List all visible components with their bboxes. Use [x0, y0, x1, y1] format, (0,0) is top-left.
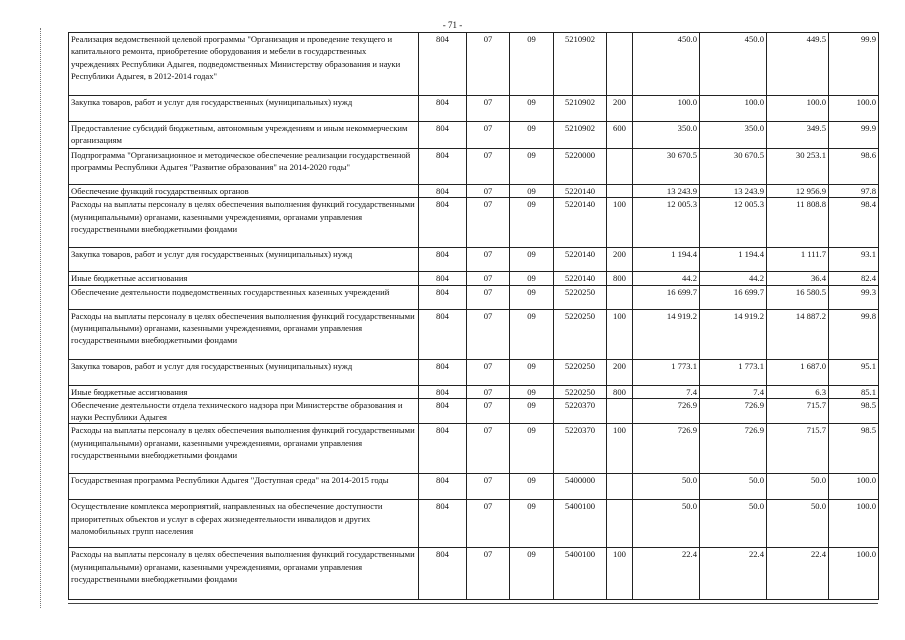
row-subsection-code: 09 [510, 500, 554, 548]
row-target-article-code: 5220370 [554, 398, 607, 424]
row-subsection-code: 09 [510, 309, 554, 359]
row-execution-percent: 95.1 [829, 359, 879, 385]
table-row [69, 385, 879, 398]
row-planned-amount: 12 005.3 [633, 198, 700, 248]
row-execution-percent: 85.1 [829, 385, 879, 398]
row-section-code: 07 [467, 248, 510, 272]
row-ministry-code: 804 [419, 33, 467, 96]
row-expense-type-code [607, 149, 633, 185]
row-section-code: 07 [467, 359, 510, 385]
row-executed-amount: 30 253.1 [767, 149, 829, 185]
row-executed-amount: 50.0 [767, 474, 829, 500]
row-execution-percent: 98.5 [829, 424, 879, 474]
row-target-article-code: 5210902 [554, 33, 607, 96]
row-expense-type-code: 600 [607, 122, 633, 149]
row-planned-amount: 14 919.2 [633, 309, 700, 359]
row-approved-amount: 50.0 [700, 500, 767, 548]
row-approved-amount: 450.0 [700, 33, 767, 96]
row-ministry-code: 804 [419, 285, 467, 309]
row-description: Подпрограмма "Организационное и методическое обеспечение реализации государственной программы Республики Адыгея "Развитие образования" на 2014-2020 годы" [69, 149, 419, 185]
row-ministry-code: 804 [419, 359, 467, 385]
row-subsection-code: 09 [510, 272, 554, 285]
row-section-code: 07 [467, 33, 510, 96]
row-executed-amount: 1 111.7 [767, 248, 829, 272]
row-target-article-code: 5220140 [554, 198, 607, 248]
row-expense-type-code [607, 398, 633, 424]
table-row [69, 398, 879, 424]
row-expense-type-code: 100 [607, 309, 633, 359]
row-execution-percent: 82.4 [829, 272, 879, 285]
row-description: Закупка товаров, работ и услуг для государственных (муниципальных) нужд [69, 359, 419, 385]
row-expense-type-code: 800 [607, 272, 633, 285]
row-approved-amount: 12 005.3 [700, 198, 767, 248]
row-section-code: 07 [467, 548, 510, 600]
table-row [69, 33, 879, 96]
row-target-article-code: 5220370 [554, 424, 607, 474]
row-subsection-code: 09 [510, 424, 554, 474]
row-subsection-code: 09 [510, 548, 554, 600]
row-planned-amount: 50.0 [633, 474, 700, 500]
row-execution-percent: 98.5 [829, 398, 879, 424]
row-planned-amount: 50.0 [633, 500, 700, 548]
row-section-code: 07 [467, 149, 510, 185]
row-executed-amount: 449.5 [767, 33, 829, 96]
row-description: Обеспечение деятельности подведомственных государственных казенных учреждений [69, 285, 419, 309]
row-ministry-code: 804 [419, 309, 467, 359]
table-row [69, 272, 879, 285]
row-description: Закупка товаров, работ и услуг для государственных (муниципальных) нужд [69, 96, 419, 122]
row-executed-amount: 6.3 [767, 385, 829, 398]
row-execution-percent: 100.0 [829, 96, 879, 122]
row-planned-amount: 16 699.7 [633, 285, 700, 309]
table-row [69, 285, 879, 309]
table-row [69, 500, 879, 548]
row-approved-amount: 14 919.2 [700, 309, 767, 359]
row-executed-amount: 349.5 [767, 122, 829, 149]
row-executed-amount: 12 956.9 [767, 185, 829, 198]
row-section-code: 07 [467, 474, 510, 500]
row-section-code: 07 [467, 122, 510, 149]
row-description: Расходы на выплаты персоналу в целях обеспечения выполнения функций государственными (муниципальными) органами, казенными учреждениями, органами управления государственными внебюджетными фондами [69, 309, 419, 359]
row-expense-type-code [607, 474, 633, 500]
row-executed-amount: 11 808.8 [767, 198, 829, 248]
row-expense-type-code: 100 [607, 424, 633, 474]
row-planned-amount: 44.2 [633, 272, 700, 285]
row-planned-amount: 22.4 [633, 548, 700, 600]
row-section-code: 07 [467, 96, 510, 122]
row-ministry-code: 804 [419, 548, 467, 600]
row-description: Иные бюджетные ассигнования [69, 385, 419, 398]
row-planned-amount: 30 670.5 [633, 149, 700, 185]
row-ministry-code: 804 [419, 385, 467, 398]
row-approved-amount: 50.0 [700, 474, 767, 500]
row-approved-amount: 726.9 [700, 424, 767, 474]
table-row [69, 198, 879, 248]
row-execution-percent: 93.1 [829, 248, 879, 272]
row-subsection-code: 09 [510, 285, 554, 309]
row-subsection-code: 09 [510, 398, 554, 424]
table-row [69, 359, 879, 385]
row-planned-amount: 726.9 [633, 398, 700, 424]
row-description: Расходы на выплаты персоналу в целях обеспечения выполнения функций государственными (муниципальными) органами, казенными учреждениями, органами управления государственными внебюджетными фондами [69, 198, 419, 248]
row-target-article-code: 5220250 [554, 385, 607, 398]
table-bottom-edge [68, 603, 878, 605]
row-ministry-code: 804 [419, 500, 467, 548]
table-row [69, 309, 879, 359]
row-executed-amount: 1 687.0 [767, 359, 829, 385]
row-ministry-code: 804 [419, 185, 467, 198]
row-planned-amount: 13 243.9 [633, 185, 700, 198]
table-row [69, 185, 879, 198]
row-ministry-code: 804 [419, 122, 467, 149]
row-subsection-code: 09 [510, 198, 554, 248]
row-planned-amount: 1 194.4 [633, 248, 700, 272]
row-description: Реализация ведомственной целевой программы "Организация и проведение текущего и капитального ремонта, приобретение оборудования и мебели в государственных учреждениях Республики Адыгея, подведомственных Министерству образования и науки Республики Адыгея, в 2012-2014 годах" [69, 33, 419, 96]
row-expense-type-code [607, 285, 633, 309]
row-subsection-code: 09 [510, 359, 554, 385]
row-target-article-code: 5400100 [554, 548, 607, 600]
row-executed-amount: 50.0 [767, 500, 829, 548]
row-ministry-code: 804 [419, 248, 467, 272]
row-description: Расходы на выплаты персоналу в целях обеспечения выполнения функций государственными (муниципальными) органами, казенными учреждениями, органами управления государственными внебюджетными фондами [69, 424, 419, 474]
table-row [69, 96, 879, 122]
row-execution-percent: 97.8 [829, 185, 879, 198]
row-approved-amount: 44.2 [700, 272, 767, 285]
page-number: - 71 - [442, 20, 463, 30]
row-ministry-code: 804 [419, 96, 467, 122]
row-approved-amount: 100.0 [700, 96, 767, 122]
row-executed-amount: 36.4 [767, 272, 829, 285]
table-row [69, 122, 879, 149]
budget-table [68, 32, 879, 600]
row-description: Осуществление комплекса мероприятий, направленных на обеспечение доступности приоритетных объектов и услуг в сферах жизнедеятельности инвалидов и других маломобильных групп населения [69, 500, 419, 548]
row-planned-amount: 1 773.1 [633, 359, 700, 385]
row-subsection-code: 09 [510, 248, 554, 272]
row-section-code: 07 [467, 500, 510, 548]
row-expense-type-code: 100 [607, 548, 633, 600]
row-description: Иные бюджетные ассигнования [69, 272, 419, 285]
row-approved-amount: 7.4 [700, 385, 767, 398]
row-subsection-code: 09 [510, 122, 554, 149]
row-executed-amount: 22.4 [767, 548, 829, 600]
row-section-code: 07 [467, 272, 510, 285]
row-approved-amount: 350.0 [700, 122, 767, 149]
row-planned-amount: 100.0 [633, 96, 700, 122]
row-expense-type-code: 200 [607, 248, 633, 272]
row-execution-percent: 99.9 [829, 122, 879, 149]
row-description: Обеспечение функций государственных органов [69, 185, 419, 198]
row-planned-amount: 450.0 [633, 33, 700, 96]
row-approved-amount: 13 243.9 [700, 185, 767, 198]
row-ministry-code: 804 [419, 149, 467, 185]
row-execution-percent: 100.0 [829, 548, 879, 600]
row-ministry-code: 804 [419, 474, 467, 500]
row-expense-type-code [607, 500, 633, 548]
row-target-article-code: 5400000 [554, 474, 607, 500]
table-row [69, 248, 879, 272]
row-ministry-code: 804 [419, 398, 467, 424]
row-subsection-code: 09 [510, 96, 554, 122]
row-subsection-code: 09 [510, 474, 554, 500]
row-section-code: 07 [467, 398, 510, 424]
row-executed-amount: 16 580.5 [767, 285, 829, 309]
row-ministry-code: 804 [419, 272, 467, 285]
row-subsection-code: 09 [510, 33, 554, 96]
row-section-code: 07 [467, 198, 510, 248]
row-approved-amount: 16 699.7 [700, 285, 767, 309]
row-subsection-code: 09 [510, 385, 554, 398]
row-planned-amount: 7.4 [633, 385, 700, 398]
table-row [69, 149, 879, 185]
row-description: Закупка товаров, работ и услуг для государственных (муниципальных) нужд [69, 248, 419, 272]
row-target-article-code: 5220140 [554, 248, 607, 272]
row-section-code: 07 [467, 424, 510, 474]
row-expense-type-code: 200 [607, 359, 633, 385]
row-executed-amount: 100.0 [767, 96, 829, 122]
row-execution-percent: 100.0 [829, 500, 879, 548]
row-execution-percent: 98.6 [829, 149, 879, 185]
table-row [69, 424, 879, 474]
row-target-article-code: 5210902 [554, 96, 607, 122]
row-target-article-code: 5220140 [554, 272, 607, 285]
row-section-code: 07 [467, 285, 510, 309]
row-section-code: 07 [467, 309, 510, 359]
row-description: Расходы на выплаты персоналу в целях обеспечения выполнения функций государственными (муниципальными) органами, казенными учреждениями, органами управления государственными внебюджетными фондами [69, 548, 419, 600]
row-section-code: 07 [467, 185, 510, 198]
row-target-article-code: 5220140 [554, 185, 607, 198]
row-execution-percent: 99.3 [829, 285, 879, 309]
row-subsection-code: 09 [510, 149, 554, 185]
row-planned-amount: 350.0 [633, 122, 700, 149]
row-approved-amount: 726.9 [700, 398, 767, 424]
row-approved-amount: 22.4 [700, 548, 767, 600]
row-expense-type-code: 200 [607, 96, 633, 122]
row-target-article-code: 5220250 [554, 309, 607, 359]
row-execution-percent: 99.9 [829, 33, 879, 96]
row-target-article-code: 5220250 [554, 285, 607, 309]
row-expense-type-code: 800 [607, 385, 633, 398]
row-expense-type-code: 100 [607, 198, 633, 248]
row-subsection-code: 09 [510, 185, 554, 198]
row-target-article-code: 5220250 [554, 359, 607, 385]
row-description: Государственная программа Республики Адыгея "Доступная среда" на 2014-2015 годы [69, 474, 419, 500]
row-executed-amount: 14 887.2 [767, 309, 829, 359]
row-section-code: 07 [467, 385, 510, 398]
scan-edge-line [40, 28, 42, 608]
row-description: Обеспечение деятельности отдела технического надзора при Министерстве образования и науки Республики Адыгея [69, 398, 419, 424]
row-approved-amount: 1 773.1 [700, 359, 767, 385]
row-execution-percent: 98.4 [829, 198, 879, 248]
row-target-article-code: 5220000 [554, 149, 607, 185]
row-target-article-code: 5210902 [554, 122, 607, 149]
row-approved-amount: 30 670.5 [700, 149, 767, 185]
row-execution-percent: 99.8 [829, 309, 879, 359]
row-planned-amount: 726.9 [633, 424, 700, 474]
row-description: Предоставление субсидий бюджетным, автономным учреждениям и иным некоммерческим организациям [69, 122, 419, 149]
table-row [69, 474, 879, 500]
row-ministry-code: 804 [419, 424, 467, 474]
table-row [69, 548, 879, 600]
row-approved-amount: 1 194.4 [700, 248, 767, 272]
row-ministry-code: 804 [419, 198, 467, 248]
row-executed-amount: 715.7 [767, 424, 829, 474]
row-target-article-code: 5400100 [554, 500, 607, 548]
row-execution-percent: 100.0 [829, 474, 879, 500]
row-expense-type-code [607, 185, 633, 198]
row-expense-type-code [607, 33, 633, 96]
row-executed-amount: 715.7 [767, 398, 829, 424]
